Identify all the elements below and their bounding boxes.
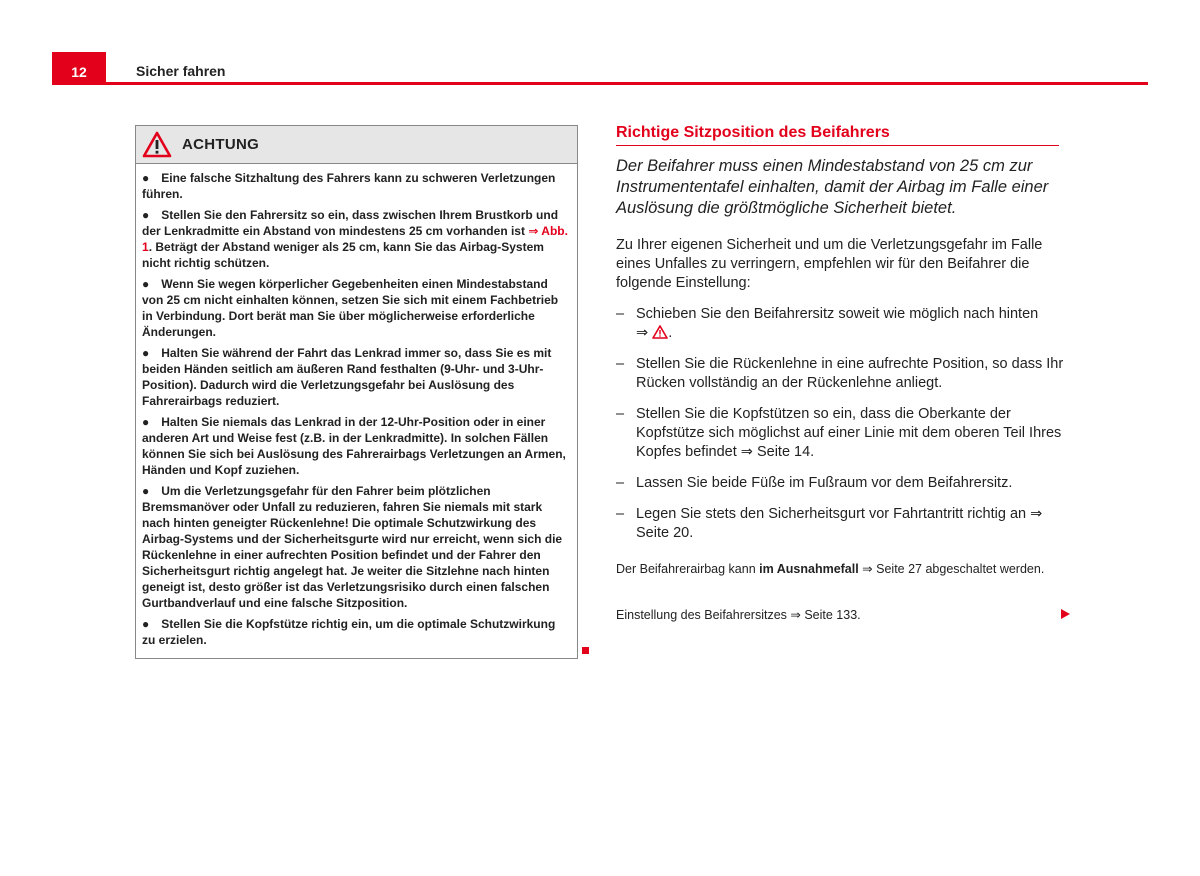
warning-box (135, 125, 578, 659)
list-item: – Stellen Sie die Kopfstützen so ein, dass die Oberkante der Kopfstütze sich möglichst auf einer Linie mit dem oberen Teil Ihres Kopfes befindet ⇒ Seite 14. (616, 406, 1062, 460)
warning-item: ● Wenn Sie wegen körperlicher Gegebenheiten einen Mindestabstand von 25 cm nicht einhalten können, setzen Sie sich mit einem Fachbetrieb in Verbindung. Dort berät man Sie über möglicherweise erforderliche Änderungen. (142, 277, 559, 339)
step-list (616, 305, 1066, 555)
list-item: – Lassen Sie beide Füße im Fußraum vor dem Beifahrersitz. (616, 475, 1013, 491)
section-intro: Der Beifahrer muss einen Mindestabstand von 25 cm zur Instrumententafel einhalten, damit der Airbag im Falle einer Auslösung die größtmögliche Sicherheit bietet. (616, 157, 1049, 217)
end-square-icon (582, 647, 589, 654)
warning-heading: ACHTUNG (182, 136, 260, 153)
warning-item: ● Stellen Sie den Fahrersitz so ein, dass zwischen Ihrem Brustkorb und der Lenkradmitte ein Abstand von mindestens 25 cm vorhanden ist ⇒ Abb. 1. Beträgt der Abstand weniger als 25 cm, kann Sie das Airbag-System nicht richtig schützen. (142, 208, 568, 270)
continue-arrow-icon (1061, 609, 1070, 619)
warning-item: ● Eine falsche Sitzhaltung des Fahrers kann zu schweren Verletzungen führen. (142, 171, 556, 201)
warning-item: ● Halten Sie während der Fahrt das Lenkrad immer so, dass Sie es mit beiden Händen seitlich am äußeren Rand festhalten (9-Uhr- und 3-Uhr-Position). Dadurch wird die Verletzungsgefahr bei Auslösung des Fahrerairbags reduziert. (142, 346, 552, 408)
airbag-note: Der Beifahrerairbag kann im Ausnahmefall ⇒ Seite 27 abgeschaltet werden. (616, 562, 1045, 576)
figure-link[interactable]: ⇒ Abb. 1 (142, 224, 568, 254)
warning-item: ● Stellen Sie die Kopfstütze richtig ein, um die optimale Schutzwirkung zu erzielen. (142, 617, 556, 647)
warning-link[interactable]: ⇒ (636, 325, 668, 341)
section-title: Richtige Sitzposition des Beifahrers (616, 124, 1059, 146)
warning-item: ● Halten Sie niemals das Lenkrad in der 12-Uhr-Position oder in einer anderen Art und Weise fest (z.B. in der Lenkradmitte). In solchen Fällen können Sie sich bei Auslösung des Fahrerairbags Verletzungen an Armen, Händen und Kopf zuziehen. (142, 415, 566, 477)
warning-item: ● Um die Verletzungsgefahr für den Fahrer beim plötzlichen Bremsmanöver oder Unfall zu reduzieren, fahren Sie niemals mit stark nach hinten geneigter Rückenlehne! Die optimale Schutzwirkung des Airbag-Systems und der Sicherheitsgurte wird nur erreicht, wenn sich die Rückenlehne in einer aufrechten Position befindet und der Fahrer den Sicherheitsgurt richtig angelegt hat. Je weiter die Sitzlehne nach hinten geneigt ist, desto größer ist das Verletzungsrisiko durch einen falschen Gurtbandverlauf und eine falsche Sitzposition. (142, 484, 563, 610)
list-item: – Stellen Sie die Rückenlehne in eine aufrechte Position, so dass Ihr Rücken vollständig an der Rückenlehne anliegt. (616, 356, 1064, 391)
warning-list (136, 164, 577, 648)
page-number: 12 (52, 52, 106, 84)
warning-header (136, 126, 577, 164)
header-rule (52, 82, 1148, 85)
seat-setting-note: Einstellung des Beifahrersitzes ⇒ Seite 133. (616, 608, 861, 622)
warning-triangle-icon (652, 325, 668, 339)
list-item: – Schieben Sie den Beifahrersitz soweit wie möglich nach hinten ⇒ . (616, 306, 1039, 341)
list-item: – Legen Sie stets den Sicherheitsgurt vor Fahrtantritt richtig an ⇒ Seite 20. (616, 506, 1043, 541)
chapter-title: Sicher fahren (136, 63, 226, 79)
warning-triangle-icon (142, 131, 172, 159)
section-paragraph: Zu Ihrer eigenen Sicherheit und um die Verletzungsgefahr im Falle eines Unfalles zu verringern, empfehlen wir für den Beifahrer die folgende Einstellung: (616, 237, 1043, 291)
